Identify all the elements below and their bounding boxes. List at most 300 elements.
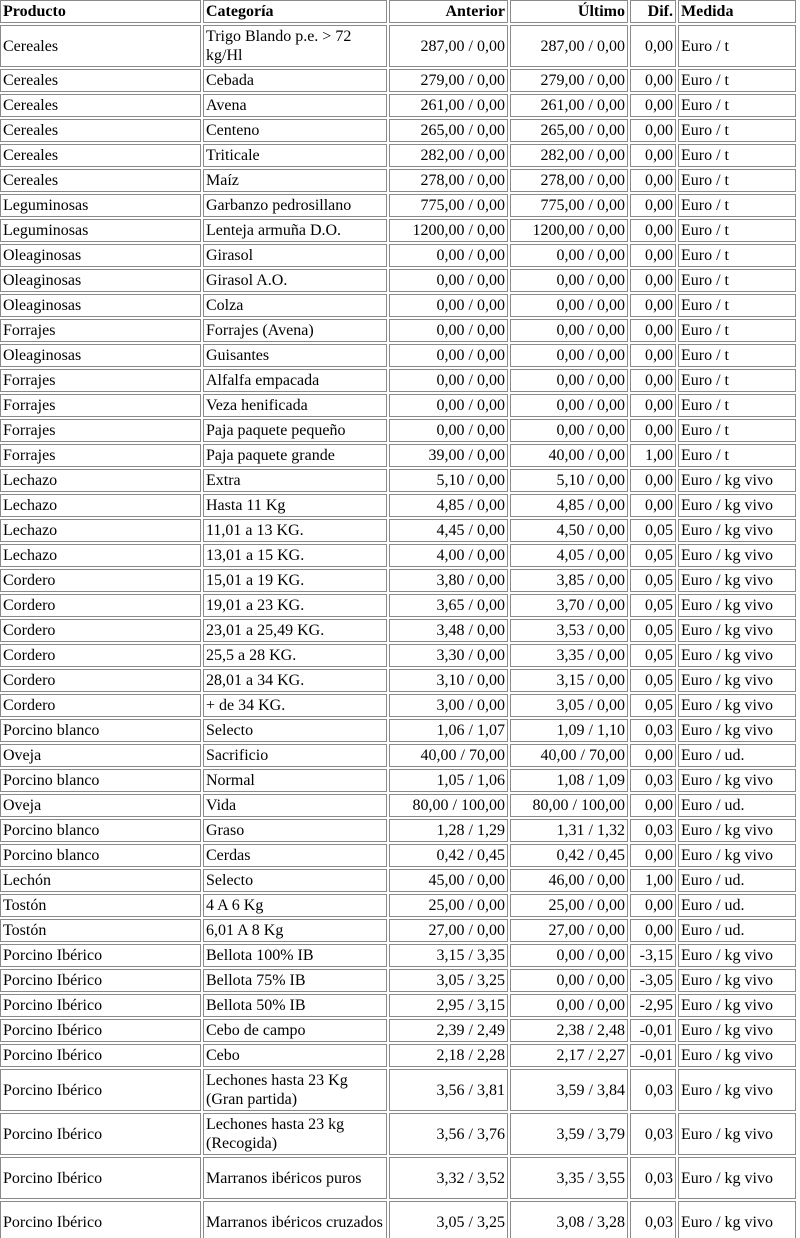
cell-medida: Euro / t xyxy=(678,94,796,117)
cell-categoria: 19,01 a 23 KG. xyxy=(203,594,387,617)
cell-dif: 0,05 xyxy=(630,644,676,667)
table-row xyxy=(0,1044,796,1067)
cell-medida: Euro / kg vivo xyxy=(678,1044,796,1067)
cell-producto: Porcino Ibérico xyxy=(0,969,201,992)
table-row xyxy=(0,1069,796,1111)
cell-dif: 0,03 xyxy=(630,819,676,842)
cell-ultimo: 40,00 / 70,00 xyxy=(510,744,628,767)
cell-anterior: 278,00 / 0,00 xyxy=(389,169,508,192)
cell-dif: 0,00 xyxy=(630,244,676,267)
cell-categoria: Bellota 100% IB xyxy=(203,944,387,967)
cell-dif: 0,00 xyxy=(630,744,676,767)
cell-categoria: Cebo xyxy=(203,1044,387,1067)
cell-anterior: 3,30 / 0,00 xyxy=(389,644,508,667)
cell-categoria: Lechones hasta 23 Kg (Gran partida) xyxy=(203,1069,387,1111)
cell-medida: Euro / kg vivo xyxy=(678,694,796,717)
cell-dif: 0,00 xyxy=(630,69,676,92)
cell-dif: 0,00 xyxy=(630,919,676,942)
header-row xyxy=(0,0,796,23)
cell-categoria: Normal xyxy=(203,769,387,792)
table-row xyxy=(0,994,796,1017)
cell-dif: 0,00 xyxy=(630,494,676,517)
cell-anterior: 0,00 / 0,00 xyxy=(389,369,508,392)
cell-dif: 0,05 xyxy=(630,594,676,617)
table-row xyxy=(0,519,796,542)
table-row xyxy=(0,269,796,292)
cell-categoria: Triticale xyxy=(203,144,387,167)
cell-categoria: Lechones hasta 23 kg (Recogida) xyxy=(203,1113,387,1155)
cell-ultimo: 282,00 / 0,00 xyxy=(510,144,628,167)
cell-medida: Euro / kg vivo xyxy=(678,519,796,542)
cell-anterior: 3,05 / 3,25 xyxy=(389,1201,508,1238)
cell-dif: 0,00 xyxy=(630,319,676,342)
table-row xyxy=(0,594,796,617)
cell-medida: Euro / kg vivo xyxy=(678,1019,796,1042)
cell-dif: 0,00 xyxy=(630,194,676,217)
table-row xyxy=(0,569,796,592)
cell-medida: Euro / kg vivo xyxy=(678,644,796,667)
cell-anterior: 4,85 / 0,00 xyxy=(389,494,508,517)
cell-medida: Euro / kg vivo xyxy=(678,944,796,967)
cell-producto: Cordero xyxy=(0,694,201,717)
cell-medida: Euro / t xyxy=(678,119,796,142)
cell-ultimo: 775,00 / 0,00 xyxy=(510,194,628,217)
cell-producto: Lechón xyxy=(0,869,201,892)
cell-dif: 0,00 xyxy=(630,219,676,242)
cell-medida: Euro / kg vivo xyxy=(678,844,796,867)
cell-dif: 1,00 xyxy=(630,444,676,467)
cell-dif: 0,00 xyxy=(630,469,676,492)
table-row xyxy=(0,869,796,892)
cell-dif: 0,00 xyxy=(630,369,676,392)
cell-anterior: 0,00 / 0,00 xyxy=(389,319,508,342)
cell-dif: -3,05 xyxy=(630,969,676,992)
cell-producto: Cereales xyxy=(0,94,201,117)
cell-categoria: Forrajes (Avena) xyxy=(203,319,387,342)
cell-dif: 0,05 xyxy=(630,694,676,717)
cell-categoria: Vida xyxy=(203,794,387,817)
cell-categoria: Hasta 11 Kg xyxy=(203,494,387,517)
cell-producto: Tostón xyxy=(0,919,201,942)
cell-producto: Cereales xyxy=(0,69,201,92)
cell-producto: Porcino Ibérico xyxy=(0,1201,201,1238)
cell-anterior: 0,00 / 0,00 xyxy=(389,244,508,267)
cell-anterior: 279,00 / 0,00 xyxy=(389,69,508,92)
table-row xyxy=(0,319,796,342)
cell-ultimo: 80,00 / 100,00 xyxy=(510,794,628,817)
cell-categoria: Centeno xyxy=(203,119,387,142)
table-row xyxy=(0,1113,796,1155)
table-row xyxy=(0,919,796,942)
table-row xyxy=(0,25,796,67)
cell-anterior: 2,18 / 2,28 xyxy=(389,1044,508,1067)
cell-dif: 0,00 xyxy=(630,169,676,192)
cell-ultimo: 46,00 / 0,00 xyxy=(510,869,628,892)
cell-categoria: Lenteja armuña D.O. xyxy=(203,219,387,242)
cell-medida: Euro / t xyxy=(678,244,796,267)
cell-dif: 0,00 xyxy=(630,419,676,442)
cell-categoria: Selecto xyxy=(203,719,387,742)
cell-ultimo: 3,05 / 0,00 xyxy=(510,694,628,717)
cell-anterior: 265,00 / 0,00 xyxy=(389,119,508,142)
cell-anterior: 0,00 / 0,00 xyxy=(389,269,508,292)
cell-categoria: Alfalfa empacada xyxy=(203,369,387,392)
cell-medida: Euro / kg vivo xyxy=(678,569,796,592)
cell-categoria: Garbanzo pedrosillano xyxy=(203,194,387,217)
cell-anterior: 3,56 / 3,81 xyxy=(389,1069,508,1111)
cell-dif: 0,00 xyxy=(630,294,676,317)
cell-producto: Cereales xyxy=(0,169,201,192)
table-row xyxy=(0,219,796,242)
cell-categoria: Colza xyxy=(203,294,387,317)
cell-dif: 1,00 xyxy=(630,869,676,892)
cell-ultimo: 1200,00 / 0,00 xyxy=(510,219,628,242)
header-categoria: Categoría xyxy=(203,0,387,23)
cell-dif: -0,01 xyxy=(630,1019,676,1042)
cell-producto: Forrajes xyxy=(0,319,201,342)
cell-dif: 0,00 xyxy=(630,269,676,292)
cell-anterior: 3,56 / 3,76 xyxy=(389,1113,508,1155)
header-producto: Producto xyxy=(0,0,201,23)
cell-anterior: 4,00 / 0,00 xyxy=(389,544,508,567)
cell-ultimo: 27,00 / 0,00 xyxy=(510,919,628,942)
cell-dif: 0,00 xyxy=(630,794,676,817)
cell-ultimo: 4,85 / 0,00 xyxy=(510,494,628,517)
table-row xyxy=(0,444,796,467)
cell-anterior: 0,00 / 0,00 xyxy=(389,394,508,417)
cell-anterior: 39,00 / 0,00 xyxy=(389,444,508,467)
cell-anterior: 2,95 / 3,15 xyxy=(389,994,508,1017)
cell-categoria: Sacrificio xyxy=(203,744,387,767)
table-row xyxy=(0,294,796,317)
cell-categoria: Paja paquete pequeño xyxy=(203,419,387,442)
cell-categoria: Maíz xyxy=(203,169,387,192)
cell-anterior: 1,05 / 1,06 xyxy=(389,769,508,792)
cell-categoria: Bellota 75% IB xyxy=(203,969,387,992)
cell-producto: Porcino Ibérico xyxy=(0,1069,201,1111)
cell-dif: -2,95 xyxy=(630,994,676,1017)
header-anterior: Anterior xyxy=(389,0,508,23)
table-row xyxy=(0,969,796,992)
cell-ultimo: 0,00 / 0,00 xyxy=(510,244,628,267)
cell-producto: Porcino Ibérico xyxy=(0,1019,201,1042)
cell-dif: 0,05 xyxy=(630,569,676,592)
cell-medida: Euro / t xyxy=(678,419,796,442)
cell-producto: Lechazo xyxy=(0,519,201,542)
cell-ultimo: 287,00 / 0,00 xyxy=(510,25,628,67)
cell-producto: Porcino Ibérico xyxy=(0,944,201,967)
cell-ultimo: 2,17 / 2,27 xyxy=(510,1044,628,1067)
cell-anterior: 3,80 / 0,00 xyxy=(389,569,508,592)
cell-producto: Porcino blanco xyxy=(0,769,201,792)
cell-dif: 0,03 xyxy=(630,1201,676,1238)
cell-medida: Euro / t xyxy=(678,219,796,242)
table-row xyxy=(0,494,796,517)
cell-anterior: 1200,00 / 0,00 xyxy=(389,219,508,242)
header-ultimo: Último xyxy=(510,0,628,23)
cell-medida: Euro / t xyxy=(678,69,796,92)
cell-producto: Porcino Ibérico xyxy=(0,1157,201,1199)
cell-producto: Oleaginosas xyxy=(0,244,201,267)
table-row xyxy=(0,119,796,142)
cell-categoria: Girasol A.O. xyxy=(203,269,387,292)
cell-producto: Cordero xyxy=(0,594,201,617)
cell-dif: 0,03 xyxy=(630,1157,676,1199)
cell-producto: Forrajes xyxy=(0,444,201,467)
header-medida: Medida xyxy=(678,0,796,23)
cell-producto: Oleaginosas xyxy=(0,344,201,367)
cell-categoria: Girasol xyxy=(203,244,387,267)
cell-medida: Euro / kg vivo xyxy=(678,1069,796,1111)
cell-categoria: 4 A 6 Kg xyxy=(203,894,387,917)
cell-ultimo: 3,59 / 3,79 xyxy=(510,1113,628,1155)
cell-anterior: 3,10 / 0,00 xyxy=(389,669,508,692)
cell-ultimo: 25,00 / 0,00 xyxy=(510,894,628,917)
cell-producto: Porcino blanco xyxy=(0,819,201,842)
cell-producto: Lechazo xyxy=(0,494,201,517)
cell-dif: 0,00 xyxy=(630,94,676,117)
cell-categoria: Cebada xyxy=(203,69,387,92)
cell-ultimo: 3,70 / 0,00 xyxy=(510,594,628,617)
cell-medida: Euro / kg vivo xyxy=(678,494,796,517)
table-row xyxy=(0,894,796,917)
cell-producto: Oleaginosas xyxy=(0,294,201,317)
cell-anterior: 80,00 / 100,00 xyxy=(389,794,508,817)
cell-ultimo: 3,35 / 3,55 xyxy=(510,1157,628,1199)
table-row xyxy=(0,419,796,442)
cell-producto: Cereales xyxy=(0,144,201,167)
cell-ultimo: 0,00 / 0,00 xyxy=(510,394,628,417)
cell-medida: Euro / ud. xyxy=(678,894,796,917)
cell-ultimo: 0,00 / 0,00 xyxy=(510,944,628,967)
cell-categoria: 11,01 a 13 KG. xyxy=(203,519,387,542)
cell-categoria: Veza henificada xyxy=(203,394,387,417)
table-row xyxy=(0,469,796,492)
cell-ultimo: 0,42 / 0,45 xyxy=(510,844,628,867)
cell-categoria: Extra xyxy=(203,469,387,492)
cell-medida: Euro / kg vivo xyxy=(678,769,796,792)
cell-medida: Euro / t xyxy=(678,25,796,67)
table-row xyxy=(0,369,796,392)
cell-ultimo: 0,00 / 0,00 xyxy=(510,269,628,292)
cell-anterior: 3,00 / 0,00 xyxy=(389,694,508,717)
cell-dif: 0,03 xyxy=(630,1113,676,1155)
cell-dif: 0,05 xyxy=(630,669,676,692)
cell-categoria: Marranos ibéricos cruzados xyxy=(203,1201,387,1238)
cell-ultimo: 5,10 / 0,00 xyxy=(510,469,628,492)
cell-anterior: 5,10 / 0,00 xyxy=(389,469,508,492)
cell-ultimo: 3,59 / 3,84 xyxy=(510,1069,628,1111)
cell-medida: Euro / kg vivo xyxy=(678,669,796,692)
table-row xyxy=(0,344,796,367)
cell-ultimo: 3,15 / 0,00 xyxy=(510,669,628,692)
cell-producto: Tostón xyxy=(0,894,201,917)
cell-ultimo: 1,09 / 1,10 xyxy=(510,719,628,742)
table-row xyxy=(0,544,796,567)
table-row xyxy=(0,794,796,817)
cell-anterior: 27,00 / 0,00 xyxy=(389,919,508,942)
cell-ultimo: 40,00 / 0,00 xyxy=(510,444,628,467)
cell-anterior: 2,39 / 2,49 xyxy=(389,1019,508,1042)
cell-ultimo: 0,00 / 0,00 xyxy=(510,994,628,1017)
cell-ultimo: 265,00 / 0,00 xyxy=(510,119,628,142)
table-row xyxy=(0,619,796,642)
cell-ultimo: 3,35 / 0,00 xyxy=(510,644,628,667)
cell-categoria: Cerdas xyxy=(203,844,387,867)
table-header xyxy=(0,0,796,23)
cell-ultimo: 1,31 / 1,32 xyxy=(510,819,628,842)
cell-producto: Cordero xyxy=(0,619,201,642)
cell-categoria: Selecto xyxy=(203,869,387,892)
table-row xyxy=(0,94,796,117)
cell-anterior: 775,00 / 0,00 xyxy=(389,194,508,217)
table-row xyxy=(0,144,796,167)
cell-medida: Euro / ud. xyxy=(678,869,796,892)
cell-categoria: 28,01 a 34 KG. xyxy=(203,669,387,692)
cell-ultimo: 0,00 / 0,00 xyxy=(510,319,628,342)
cell-anterior: 1,28 / 1,29 xyxy=(389,819,508,842)
cell-medida: Euro / t xyxy=(678,294,796,317)
table-row xyxy=(0,694,796,717)
table-row xyxy=(0,644,796,667)
table-row xyxy=(0,244,796,267)
cell-categoria: Graso xyxy=(203,819,387,842)
cell-medida: Euro / kg vivo xyxy=(678,1201,796,1238)
cell-categoria: Cebo de campo xyxy=(203,1019,387,1042)
cell-medida: Euro / t xyxy=(678,169,796,192)
cell-anterior: 261,00 / 0,00 xyxy=(389,94,508,117)
cell-anterior: 3,48 / 0,00 xyxy=(389,619,508,642)
cell-ultimo: 3,53 / 0,00 xyxy=(510,619,628,642)
cell-categoria: 25,5 a 28 KG. xyxy=(203,644,387,667)
cell-dif: 0,03 xyxy=(630,1069,676,1111)
table-row xyxy=(0,69,796,92)
cell-medida: Euro / kg vivo xyxy=(678,1157,796,1199)
cell-ultimo: 261,00 / 0,00 xyxy=(510,94,628,117)
cell-producto: Oveja xyxy=(0,744,201,767)
cell-ultimo: 0,00 / 0,00 xyxy=(510,294,628,317)
cell-producto: Porcino Ibérico xyxy=(0,1113,201,1155)
cell-anterior: 3,65 / 0,00 xyxy=(389,594,508,617)
cell-dif: 0,03 xyxy=(630,769,676,792)
cell-medida: Euro / t xyxy=(678,344,796,367)
cell-medida: Euro / t xyxy=(678,319,796,342)
cell-anterior: 0,00 / 0,00 xyxy=(389,294,508,317)
cell-medida: Euro / ud. xyxy=(678,744,796,767)
cell-categoria: Bellota 50% IB xyxy=(203,994,387,1017)
cell-dif: -0,01 xyxy=(630,1044,676,1067)
cell-dif: 0,00 xyxy=(630,344,676,367)
cell-producto: Cordero xyxy=(0,669,201,692)
cell-ultimo: 1,08 / 1,09 xyxy=(510,769,628,792)
cell-ultimo: 0,00 / 0,00 xyxy=(510,344,628,367)
cell-ultimo: 0,00 / 0,00 xyxy=(510,369,628,392)
cell-ultimo: 0,00 / 0,00 xyxy=(510,969,628,992)
cell-anterior: 1,06 / 1,07 xyxy=(389,719,508,742)
cell-anterior: 287,00 / 0,00 xyxy=(389,25,508,67)
cell-medida: Euro / t xyxy=(678,144,796,167)
cell-dif: 0,03 xyxy=(630,719,676,742)
cell-anterior: 3,32 / 3,52 xyxy=(389,1157,508,1199)
table-row xyxy=(0,944,796,967)
cell-producto: Lechazo xyxy=(0,544,201,567)
cell-producto: Forrajes xyxy=(0,369,201,392)
cell-medida: Euro / kg vivo xyxy=(678,619,796,642)
cell-categoria: Paja paquete grande xyxy=(203,444,387,467)
cell-ultimo: 3,85 / 0,00 xyxy=(510,569,628,592)
cell-producto: Forrajes xyxy=(0,419,201,442)
table-body xyxy=(0,25,796,1238)
cell-categoria: Guisantes xyxy=(203,344,387,367)
cell-categoria: 15,01 a 19 KG. xyxy=(203,569,387,592)
table-row xyxy=(0,744,796,767)
header-dif: Dif. xyxy=(630,0,676,23)
cell-medida: Euro / kg vivo xyxy=(678,469,796,492)
cell-medida: Euro / t xyxy=(678,194,796,217)
cell-anterior: 45,00 / 0,00 xyxy=(389,869,508,892)
cell-medida: Euro / t xyxy=(678,394,796,417)
cell-producto: Forrajes xyxy=(0,394,201,417)
cell-medida: Euro / kg vivo xyxy=(678,544,796,567)
cell-medida: Euro / ud. xyxy=(678,919,796,942)
cell-dif: 0,00 xyxy=(630,394,676,417)
cell-dif: 0,00 xyxy=(630,119,676,142)
cell-producto: Porcino Ibérico xyxy=(0,994,201,1017)
cell-producto: Cordero xyxy=(0,644,201,667)
cell-producto: Porcino Ibérico xyxy=(0,1044,201,1067)
cell-ultimo: 0,00 / 0,00 xyxy=(510,419,628,442)
table-row xyxy=(0,669,796,692)
cell-anterior: 3,15 / 3,35 xyxy=(389,944,508,967)
cell-producto: Oleaginosas xyxy=(0,269,201,292)
cell-anterior: 0,00 / 0,00 xyxy=(389,419,508,442)
table-row xyxy=(0,769,796,792)
cell-dif: 0,00 xyxy=(630,144,676,167)
cell-medida: Euro / kg vivo xyxy=(678,719,796,742)
cell-producto: Cordero xyxy=(0,569,201,592)
cell-ultimo: 3,08 / 3,28 xyxy=(510,1201,628,1238)
cell-medida: Euro / kg vivo xyxy=(678,1113,796,1155)
cell-producto: Oveja xyxy=(0,794,201,817)
cell-producto: Leguminosas xyxy=(0,194,201,217)
cell-anterior: 3,05 / 3,25 xyxy=(389,969,508,992)
cell-medida: Euro / t xyxy=(678,444,796,467)
cell-medida: Euro / kg vivo xyxy=(678,594,796,617)
cell-anterior: 0,00 / 0,00 xyxy=(389,344,508,367)
cell-ultimo: 279,00 / 0,00 xyxy=(510,69,628,92)
cell-categoria: 23,01 a 25,49 KG. xyxy=(203,619,387,642)
cell-medida: Euro / t xyxy=(678,369,796,392)
cell-dif: 0,00 xyxy=(630,25,676,67)
cell-producto: Porcino blanco xyxy=(0,719,201,742)
table-row xyxy=(0,819,796,842)
cell-dif: -3,15 xyxy=(630,944,676,967)
cell-anterior: 282,00 / 0,00 xyxy=(389,144,508,167)
cell-categoria: 6,01 A 8 Kg xyxy=(203,919,387,942)
cell-anterior: 40,00 / 70,00 xyxy=(389,744,508,767)
cell-ultimo: 4,05 / 0,00 xyxy=(510,544,628,567)
table-row xyxy=(0,194,796,217)
cell-producto: Leguminosas xyxy=(0,219,201,242)
cell-producto: Cereales xyxy=(0,119,201,142)
cell-producto: Cereales xyxy=(0,25,201,67)
cell-categoria: + de 34 KG. xyxy=(203,694,387,717)
cell-medida: Euro / kg vivo xyxy=(678,994,796,1017)
cell-categoria: Trigo Blando p.e. > 72 kg/Hl xyxy=(203,25,387,67)
cell-dif: 0,05 xyxy=(630,619,676,642)
cell-medida: Euro / kg vivo xyxy=(678,969,796,992)
cell-ultimo: 278,00 / 0,00 xyxy=(510,169,628,192)
